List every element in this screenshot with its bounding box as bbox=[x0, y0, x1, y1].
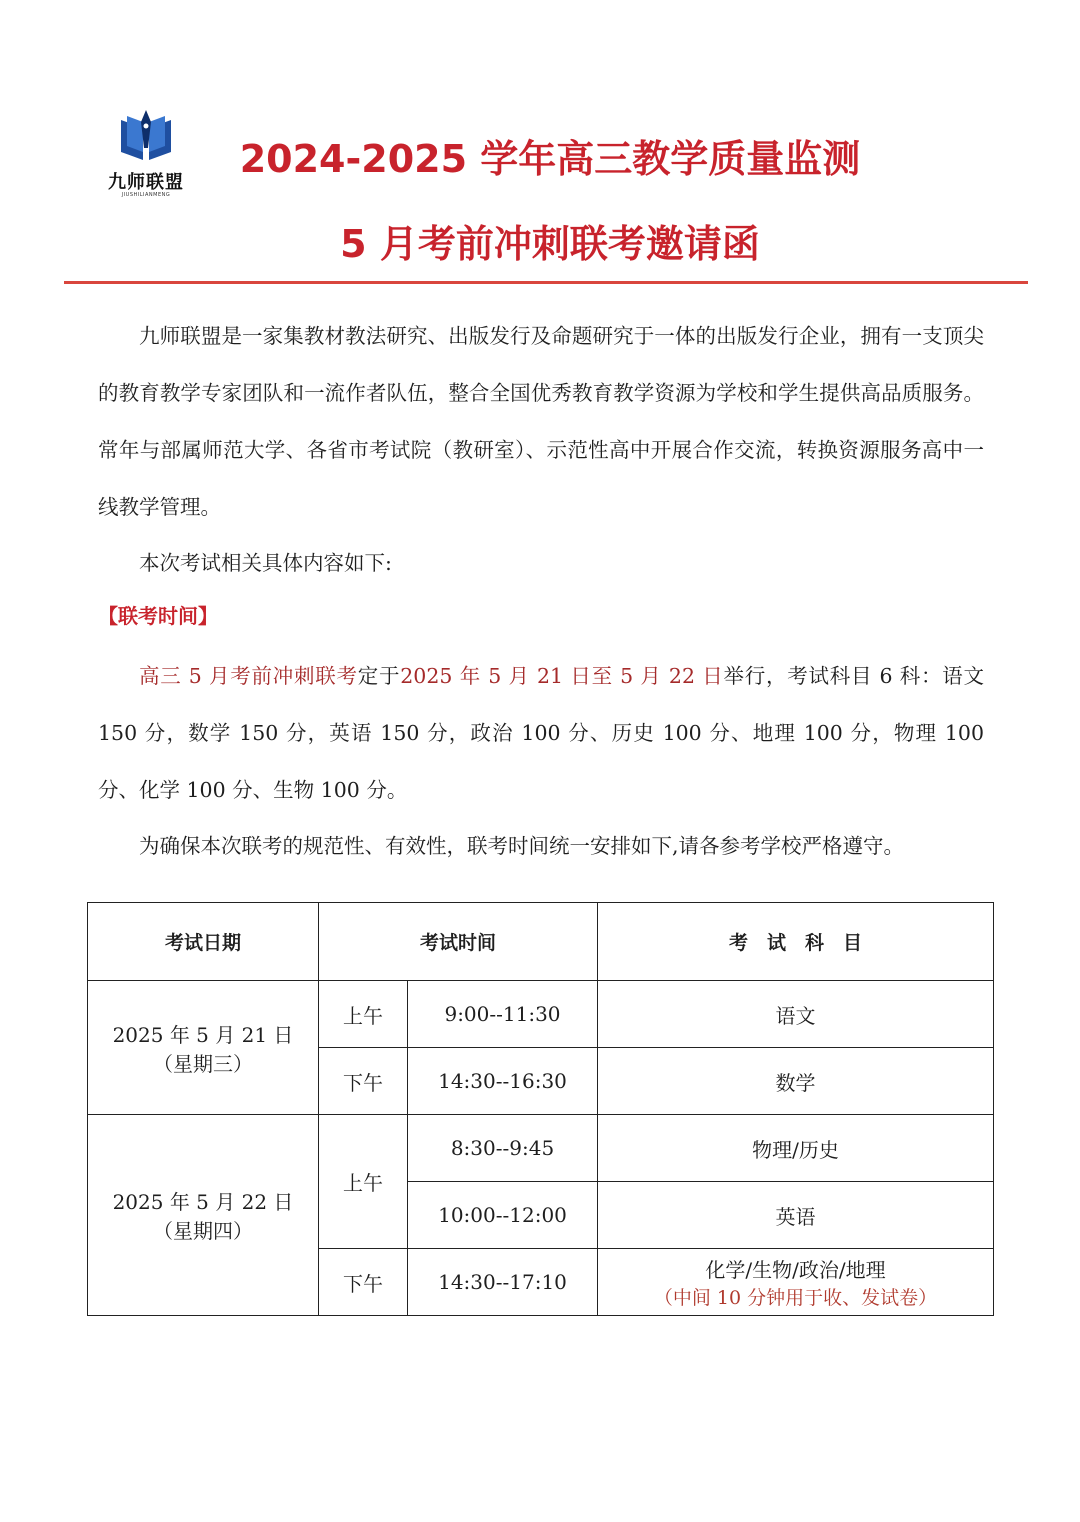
day2-pm-note: （中间 10 分钟用于收、发试卷） bbox=[653, 1287, 938, 1309]
day2-am1-time: 8:30--9:45 bbox=[408, 1115, 598, 1182]
title-divider bbox=[64, 281, 1028, 284]
logo-subtitle: JIUSHILIANMENG bbox=[121, 192, 171, 198]
table-row bbox=[88, 981, 994, 1048]
day2-pm-label: 下午 bbox=[319, 1249, 408, 1316]
exam-name: 高三 5 月考前冲刺联考 bbox=[139, 664, 358, 688]
intro-paragraph: 九师联盟是一家集教材教法研究、出版发行及命题研究于一体的出版发行企业，拥有一支顶尖的教育教学专家团队和一流作者队伍，整合全国优秀教育教学资源为学校和学生提供高品质服务。常年与部属师范大学、各省市考试院（教研室）、示范性高中开展合作交流，转换资源服务高中一线教学管理。 bbox=[98, 324, 984, 519]
document-title: 2024-2025 学年高三教学质量监测 bbox=[239, 137, 861, 181]
lead-paragraph: 本次考试相关具体内容如下: bbox=[139, 551, 392, 575]
day2-date-cell bbox=[88, 1115, 319, 1316]
day2-am1-subject: 物理/历史 bbox=[598, 1115, 994, 1182]
day2-am2-time: 10:00--12:00 bbox=[408, 1182, 598, 1249]
logo-name: 九师联盟 bbox=[108, 172, 184, 193]
header-subject: 考 试 科 目 bbox=[598, 903, 994, 981]
day2-weekday: （星期四） bbox=[153, 1219, 253, 1243]
exam-subjects-text: 举行，考试科目 6 科：语文 150 分，数学 150 分，英语 150 分，政治 100 分、历史 100 分、地理 100 分，物理 100 分、化学 100 分、生物 100 分。 bbox=[98, 664, 985, 802]
day1-weekday: （星期三） bbox=[153, 1051, 253, 1076]
table-header-row bbox=[88, 903, 994, 981]
day1-am-label: 上午 bbox=[319, 981, 408, 1048]
schedule-table bbox=[87, 902, 994, 1316]
day1-pm-label: 下午 bbox=[319, 1048, 408, 1115]
table-row bbox=[88, 1115, 994, 1182]
day1-date: 2025 年 5 月 21 日 bbox=[112, 1022, 294, 1047]
day2-pm-subject-cell bbox=[598, 1249, 994, 1316]
logo-book-pen-icon bbox=[115, 108, 177, 164]
day1-am-time: 9:00--11:30 bbox=[408, 981, 598, 1048]
header-date: 考试日期 bbox=[88, 903, 319, 981]
day1-date-cell bbox=[88, 981, 319, 1115]
document-subtitle: 5 月考前冲刺联考邀请函 bbox=[340, 222, 760, 266]
day2-date: 2025 年 5 月 22 日 bbox=[112, 1190, 294, 1214]
day2-am-label: 上午 bbox=[319, 1115, 408, 1249]
exam-dates: 2025 年 5 月 21 日至 5 月 22 日 bbox=[400, 664, 724, 688]
day2-pm-time: 14:30--17:10 bbox=[408, 1249, 598, 1316]
day2-pm-subject: 化学/生物/政治/地理 bbox=[705, 1258, 886, 1282]
header-time: 考试时间 bbox=[319, 903, 598, 981]
notice-paragraph: 为确保本次联考的规范性、有效性，联考时间统一安排如下,请各参考学校严格遵守。 bbox=[139, 834, 905, 858]
exam-text-mid: 定于 bbox=[357, 664, 401, 688]
day1-am-subject: 语文 bbox=[598, 981, 994, 1048]
day1-pm-subject: 数学 bbox=[598, 1048, 994, 1115]
exam-paragraph bbox=[98, 648, 984, 819]
section-heading: 【联考时间】 bbox=[98, 604, 218, 628]
day1-pm-time: 14:30--16:30 bbox=[408, 1048, 598, 1115]
day2-am2-subject: 英语 bbox=[598, 1182, 994, 1249]
